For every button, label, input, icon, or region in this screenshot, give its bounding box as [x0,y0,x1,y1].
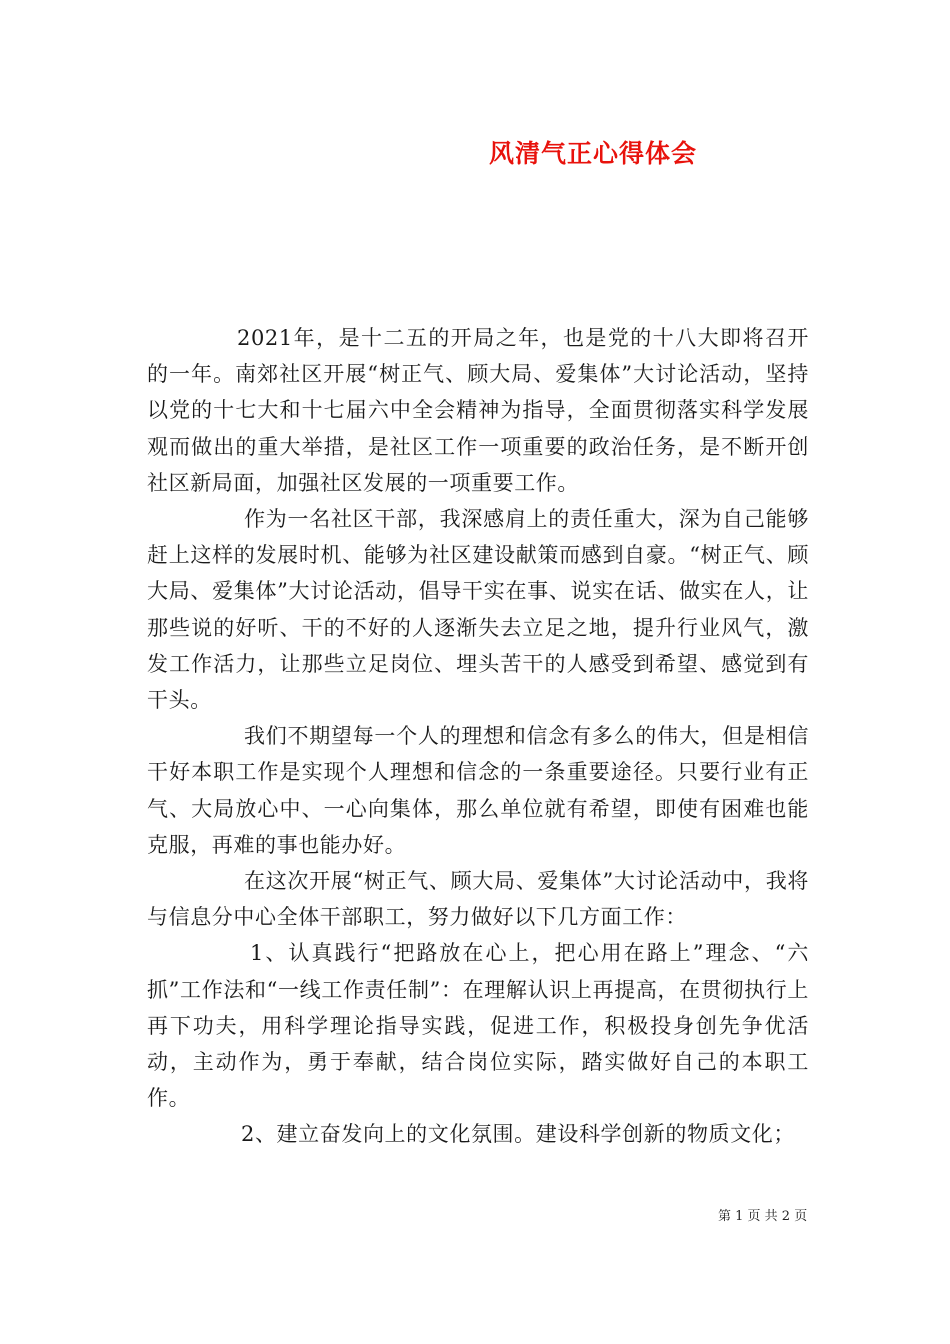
document-body [147,320,809,1153]
paragraph-6: 2、建立奋发向上的文化氛围。建设科学创新的物质文化； [241,1122,795,1147]
paragraph-4: 在这次开展“树正气、顾大局、爱集体”大讨论活动中，我将与信息分中心全体干部职工，努力做好以下几方面工作： [147,869,809,930]
document-title: 风清气正心得体会 [489,139,698,168]
paragraph-3: 我们不期望每一个人的理想和信念有多么的伟大，但是相信干好本职工作是实现个人理想和信念的一条重要途径。只要行业有正气、大局放心中、一心向集体，那么单位就有希望，即使有困难也能克服，再难的事也能办好。 [147,724,809,857]
paragraph-1: 2021年，是十二五的开局之年，也是党的十八大即将召开的一年。南郊社区开展“树正气、顾大局、爱集体”大讨论活动，坚持以党的十七大和十七届六中全会精神为指导，全面贯彻落实科学发展观而做出的重大举措，是社区工作一项重要的政治任务，是不断开创社区新局面，加强社区发展的一项重要工作。 [147,326,809,495]
paragraph-5: 1、认真践行“把路放在心上，把心用在路上”理念、“六抓”工作法和“一线工作责任制”：在理解认识上再提高，在贯彻执行上再下功夫，用科学理论指导实践，促进工作，积极投身创先争优活动，主动作为，勇于奉献，结合岗位实际，踏实做好自己的本职工作。 [147,941,809,1111]
page-number-footer: 第 1 页 共 2 页 [718,1209,808,1224]
paragraph-2: 作为一名社区干部，我深感肩上的责任重大，深为自己能够赶上这样的发展时机、能够为社区建设献策而感到自豪。“树正气、顾大局、爱集体”大讨论活动，倡导干实在事、说实在话、做实在人，让那些说的好听、干的不好的人逐渐失去立足之地，提升行业风气，激发工作活力，让那些立足岗位、埋头苦干的人感受到希望、感觉到有干头。 [147,507,809,713]
